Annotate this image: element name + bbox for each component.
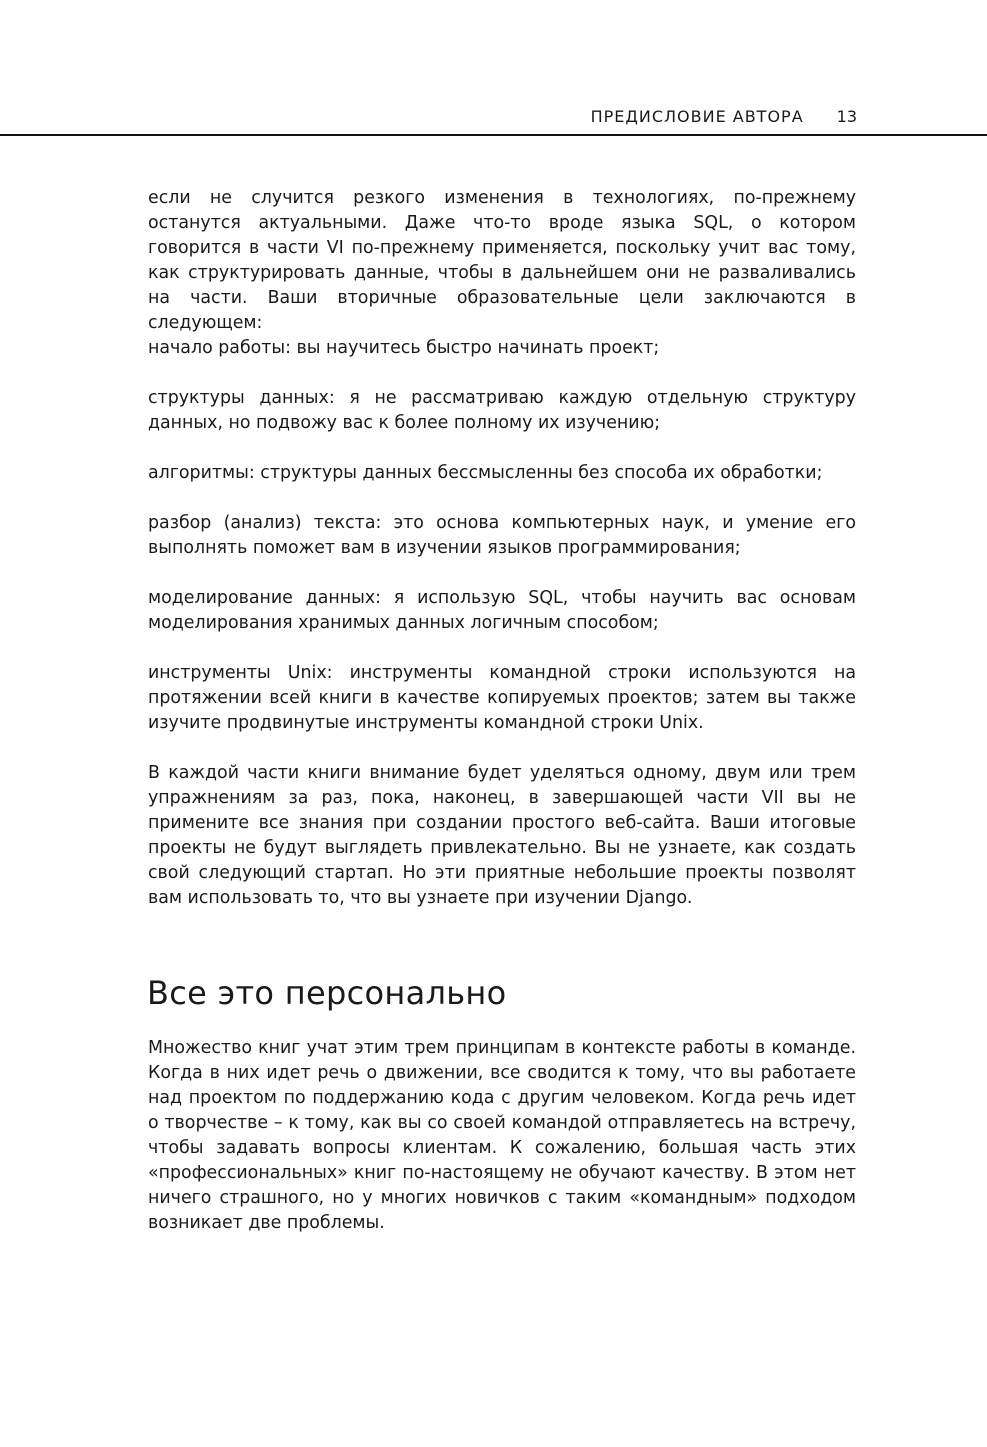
header-rule: [0, 134, 987, 136]
parts-block: [148, 761, 856, 911]
goals-list: [148, 336, 856, 761]
intro-block: [148, 186, 856, 336]
list-item: структуры данных: я не рассматриваю каждую отдельную структуру данных, но подвожу вас к более полному их изучению;: [148, 388, 856, 433]
page-number: 13: [836, 107, 857, 126]
section-heading: Все это персонально: [147, 974, 507, 1012]
running-title: ПРЕДИСЛОВИЕ АВТОРА: [590, 107, 804, 126]
section-body: [148, 1036, 856, 1236]
list-item: алгоритмы: структуры данных бессмысленны без способа их обработки;: [148, 463, 823, 483]
intro-paragraph: если не случится резкого изменения в технологиях, по-прежнему останутся актуальными. Даже что-то вроде языка SQL, о котором говорится в части VI по-прежнему применяется, поскольку учит вас тому, как структурировать данные, чтобы в дальнейшем они не разваливались на части. Ваши вторичные образовательные цели заключаются в следующем:: [148, 188, 856, 333]
section-paragraph: Множество книг учат этим трем принципам в контексте работы в команде. Когда в них идет речь о движении, все сводится к тому, что вы работаете над проектом по поддержанию кода с другим человеком. Когда речь идет о творчестве – к тому, как вы со своей командой отправляетесь на встречу, чтобы задавать вопросы клиентам. К сожалению, большая часть этих «профессиональных» книг по-настоящему не обучают качеству. В этом нет ничего страшного, но у многих новичков с таким «командным» подходом возникает две проблемы.: [148, 1038, 856, 1233]
list-item: начало работы: вы научитесь быстро начинать проект;: [148, 338, 660, 358]
list-item: инструменты Unix: инструменты командной строки используются на протяжении всей книги в качестве копируемых проектов; затем вы также изучите продвинутые инструменты командной строки Unix.: [148, 663, 856, 733]
list-item: моделирование данных: я использую SQL, чтобы научить вас основам моделирования хранимых данных логичным способом;: [148, 588, 856, 633]
list-item: разбор (анализ) текста: это основа компьютерных наук, и умение его выполнять поможет вам в изучении языков программирования;: [148, 513, 856, 558]
parts-paragraph: В каждой части книги внимание будет уделяться одному, двум или трем упражнениям за раз, пока, наконец, в завершающей части VII вы не примените все знания при создании простого веб-сайта. Ваши итоговые проекты не будут выглядеть привлекательно. Вы не узнаете, как создать свой следующий стартап. Но эти приятные небольшие проекты позволят вам использовать то, что вы узнаете при изучении Django.: [148, 763, 856, 908]
running-head: [591, 107, 857, 126]
